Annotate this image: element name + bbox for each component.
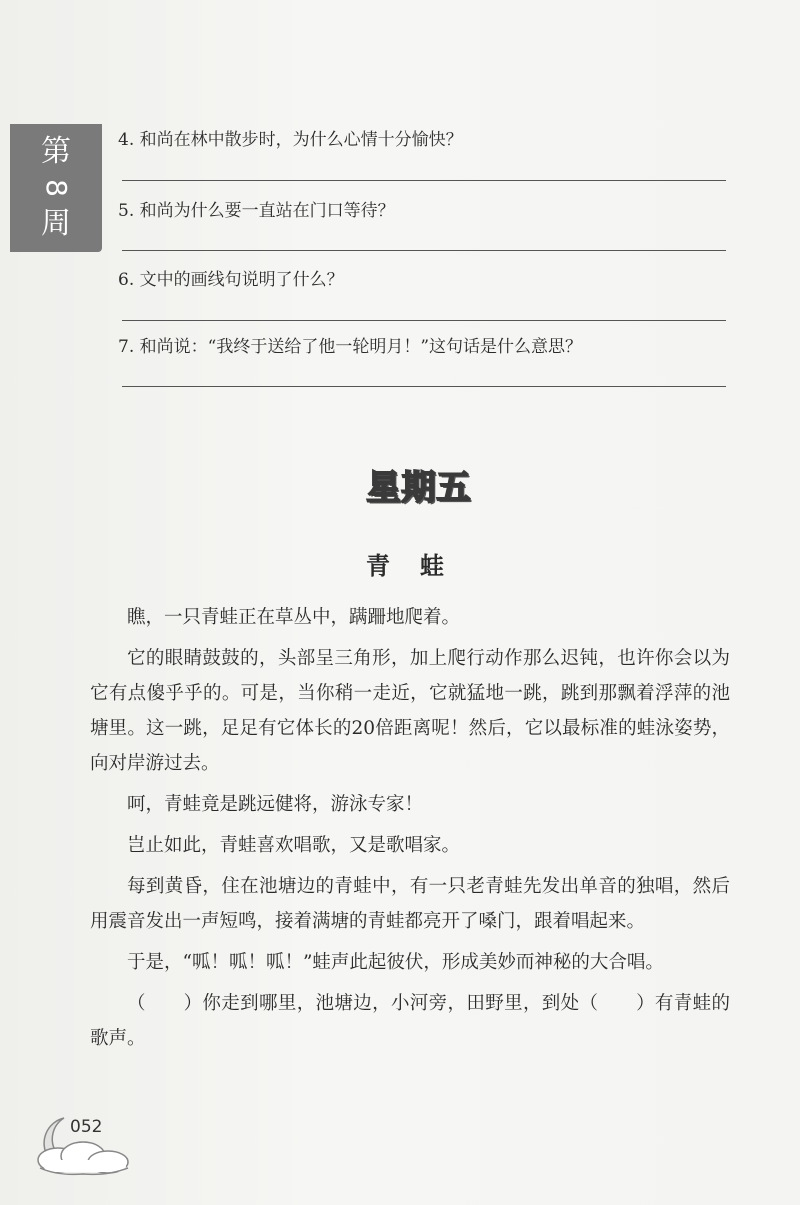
week-tab-label-number: 8 bbox=[39, 179, 73, 197]
story-paragraph: 它的眼睛鼓鼓的，头部呈三角形，加上爬行动作那么迟钝，也许你会以为它有点傻乎乎的。可是，当你稍一走近，它就猛地一跳，跳到那飘着浮萍的池塘里。这一跳，足足有它体长的20倍距离呢！然后，它以最标准的蛙泳姿势，向对岸游过去。 bbox=[90, 648, 730, 774]
answer-line-4[interactable] bbox=[122, 180, 726, 181]
page-number: 052 bbox=[70, 1117, 103, 1137]
answer-line-7[interactable] bbox=[122, 386, 726, 387]
story-paragraph: 瞧，一只青蛙正在草丛中，蹒跚地爬着。 bbox=[127, 607, 461, 628]
story-body bbox=[90, 600, 730, 1056]
week-tab-label-top: 第 bbox=[41, 134, 71, 169]
week-tab bbox=[10, 124, 102, 252]
question-5: 5. 和尚为什么要一直站在门口等待？ bbox=[118, 201, 395, 221]
answer-line-6[interactable] bbox=[122, 320, 726, 321]
question-6: 6. 文中的画线句说明了什么？ bbox=[118, 270, 344, 290]
story-paragraph: 于是，“呱！呱！呱！”蛙声此起彼伏，形成美妙而神秘的大合唱。 bbox=[127, 952, 664, 973]
story-title: 青蛙 bbox=[366, 552, 474, 580]
story-paragraph: 呵，青蛙竟是跳远健将，游泳专家！ bbox=[127, 794, 424, 815]
story-paragraph: 岂止如此，青蛙喜欢唱歌，又是歌唱家。 bbox=[127, 835, 461, 856]
story-paragraph: 每到黄昏，住在池塘边的青蛙中，有一只老青蛙先发出单音的独唱，然后用震音发出一声短鸣，接着满塘的青蛙都亮开了嗓门，跟着唱起来。 bbox=[90, 876, 730, 932]
story-paragraph: （ ）你走到哪里，池塘边，小河旁，田野里，到处（ ）有青蛙的歌声。 bbox=[90, 993, 730, 1049]
question-4: 4. 和尚在林中散步时，为什么心情十分愉快？ bbox=[118, 130, 463, 150]
week-tab-label-bottom: 周 bbox=[41, 206, 71, 241]
day-title: 星期五 bbox=[366, 468, 472, 508]
question-7: 7. 和尚说：“我终于送给了他一轮明月！”这句话是什么意思？ bbox=[118, 337, 583, 357]
answer-line-5[interactable] bbox=[122, 250, 726, 251]
